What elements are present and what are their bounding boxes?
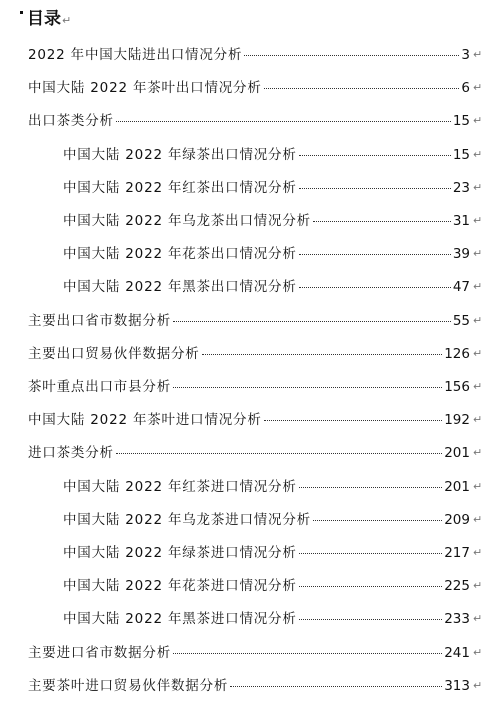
paragraph-mark-icon: ↵ (472, 479, 483, 493)
toc-entry-title: 中国大陆 2022 年花茶进口情况分析 (63, 578, 297, 595)
toc-entry[interactable] (28, 343, 483, 365)
toc-entry[interactable] (28, 44, 483, 66)
toc-entry[interactable] (28, 110, 483, 132)
toc-entry-page-number: 3 (461, 47, 470, 63)
dot-leader (173, 320, 451, 322)
toc-entry-title: 中国大陆 2022 年乌龙茶出口情况分析 (63, 213, 311, 229)
toc-entry-title: 中国大陆 2022 年红茶出口情况分析 (63, 179, 297, 196)
toc-entry-title: 主要进口省市数据分析 (28, 644, 171, 661)
toc-entry-page-number: 209 (444, 511, 470, 528)
dot-leader (116, 120, 451, 122)
toc-entry[interactable] (63, 210, 483, 232)
paragraph-mark-icon: ↵ (472, 247, 483, 261)
dot-leader (264, 419, 443, 421)
toc-entry-page-number: 55 (452, 312, 470, 329)
toc-entry-page-number: 201 (444, 445, 470, 462)
toc-entry[interactable] (63, 276, 483, 298)
dot-leader (299, 187, 451, 189)
toc-entry-page-number: 217 (444, 545, 470, 561)
toc-entry-page-number: 15 (452, 113, 470, 130)
toc-entry-page-number: 31 (452, 213, 470, 229)
dot-leader (299, 253, 451, 255)
paragraph-mark-icon: ↵ (472, 313, 483, 327)
toc-entry-page-number: 39 (452, 246, 470, 263)
toc-entry[interactable] (63, 542, 483, 564)
paragraph-mark-icon: ↵ (472, 612, 483, 626)
toc-entry-title: 出口茶类分析 (28, 113, 114, 130)
toc-entry-page-number: 47 (452, 279, 470, 296)
toc-entry[interactable] (63, 608, 483, 630)
paragraph-mark-icon: ↵ (472, 678, 483, 692)
toc-entry[interactable] (28, 442, 483, 464)
dot-leader (313, 220, 451, 222)
paragraph-mark-icon: ↵ (472, 579, 483, 593)
paragraph-mark-icon: ↵ (472, 81, 483, 95)
toc-entry[interactable] (28, 409, 483, 431)
dot-leader (173, 386, 442, 388)
paragraph-mark-icon: ↵ (472, 48, 483, 61)
paragraph-mark-icon: ↵ (472, 114, 483, 128)
toc-entry[interactable] (28, 642, 483, 664)
toc-entry-title: 中国大陆 2022 年黑茶出口情况分析 (63, 279, 297, 296)
dot-leader (299, 585, 443, 587)
toc-entry[interactable] (28, 675, 483, 697)
toc-entry[interactable] (63, 575, 483, 597)
dot-leader (299, 552, 443, 554)
paragraph-mark-icon: ↵ (472, 645, 483, 659)
dot-leader (173, 652, 442, 654)
heading-bullet (20, 11, 23, 14)
paragraph-mark-icon: ↵ (62, 14, 72, 27)
paragraph-mark-icon: ↵ (472, 380, 483, 393)
toc-entry[interactable] (63, 177, 483, 199)
toc-entry[interactable] (28, 310, 483, 332)
toc-entry[interactable] (63, 476, 483, 498)
toc-entry[interactable] (28, 77, 483, 99)
toc-entry-page-number: 192 (444, 412, 470, 429)
paragraph-mark-icon: ↵ (472, 546, 483, 559)
toc-entry-page-number: 15 (452, 146, 470, 163)
paragraph-mark-icon: ↵ (472, 512, 483, 526)
toc-entry-title: 中国大陆 2022 年花茶出口情况分析 (63, 246, 297, 263)
toc-entry-page-number: 313 (444, 677, 470, 694)
toc-title-text: 目录 (27, 9, 61, 29)
dot-leader (116, 452, 442, 454)
toc-entry-page-number: 6 (461, 80, 470, 97)
dot-leader (299, 486, 443, 488)
paragraph-mark-icon: ↵ (472, 214, 483, 227)
toc-entry-page-number: 126 (444, 345, 470, 362)
dot-leader (299, 154, 451, 156)
toc-entry-title: 2022 年中国大陆进出口情况分析 (28, 47, 243, 63)
paragraph-mark-icon: ↵ (472, 280, 483, 294)
paragraph-mark-icon: ↵ (472, 346, 483, 360)
toc-entry-title: 中国大陆 2022 年红茶进口情况分析 (63, 478, 297, 495)
toc-entry-title: 中国大陆 2022 年绿茶进口情况分析 (63, 545, 297, 561)
toc-entry-page-number: 233 (444, 611, 470, 628)
dot-leader (264, 87, 460, 89)
toc-entry-title: 茶叶重点出口市县分析 (28, 379, 171, 395)
toc-title (27, 8, 71, 32)
dot-leader (202, 353, 443, 355)
toc-entry-page-number: 241 (444, 644, 470, 661)
toc-entry-title: 中国大陆 2022 年茶叶进口情况分析 (28, 412, 262, 429)
dot-leader (299, 286, 451, 288)
toc-entry-page-number: 201 (444, 478, 470, 495)
toc-entry[interactable] (63, 243, 483, 265)
toc-entry-page-number: 225 (444, 578, 470, 595)
dot-leader (299, 618, 443, 620)
toc-entry-title: 中国大陆 2022 年乌龙茶进口情况分析 (63, 511, 311, 528)
toc-entry[interactable] (63, 509, 483, 531)
toc-entry-title: 主要出口贸易伙伴数据分析 (28, 345, 200, 362)
toc-entry-title: 进口茶类分析 (28, 445, 114, 462)
toc-entry-title: 中国大陆 2022 年茶叶出口情况分析 (28, 80, 262, 97)
toc-entry-page-number: 156 (444, 379, 470, 395)
dot-leader (313, 519, 442, 521)
paragraph-mark-icon: ↵ (472, 147, 483, 161)
toc-entry[interactable] (63, 144, 483, 166)
dot-leader (230, 685, 442, 687)
toc-entry-title: 主要出口省市数据分析 (28, 312, 171, 329)
toc-entry-title: 主要茶叶进口贸易伙伴数据分析 (28, 677, 229, 694)
paragraph-mark-icon: ↵ (472, 413, 483, 427)
dot-leader (244, 54, 459, 56)
toc-entry-title: 中国大陆 2022 年绿茶出口情况分析 (63, 146, 297, 163)
paragraph-mark-icon: ↵ (472, 446, 483, 460)
paragraph-mark-icon: ↵ (472, 180, 483, 194)
toc-entry-page-number: 23 (452, 179, 470, 196)
toc-entry[interactable] (28, 376, 483, 398)
toc-entry-title: 中国大陆 2022 年黑茶进口情况分析 (63, 611, 297, 628)
